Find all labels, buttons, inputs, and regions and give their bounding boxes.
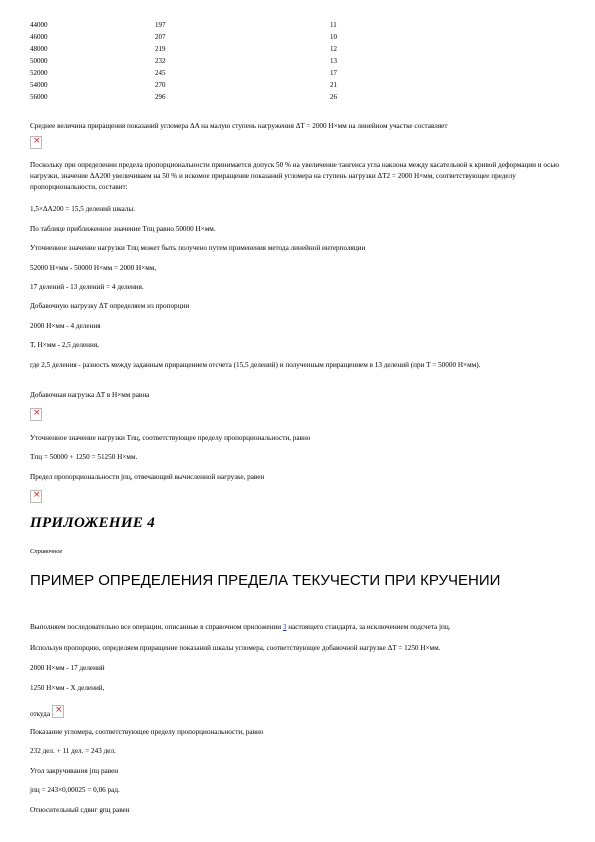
appendix-title: ПРИМЕР ОПРЕДЕЛЕНИЯ ПРЕДЕЛА ТЕКУЧЕСТИ ПРИ КРУЧЕНИИ [30,572,501,589]
table-row [30,31,390,43]
table-cell: 17 [330,69,337,77]
formula-image-icon [52,705,64,718]
table-row [30,55,390,67]
table-cell: 270 [155,81,166,89]
table-cell: 13 [330,57,337,65]
appendix-proportion-1: 2000 Н×мм - 17 делений [30,664,105,672]
appendix-paragraph-2: Используя пропорцию, определяем приращение показаний шкалы угломера, соответствующее добавочной нагрузке ΔT = 1250 Н×мм. [30,644,441,652]
appendix-paragraph-1 [30,622,570,633]
table-cell: 52000 [30,69,48,77]
paragraph-refined-result: Уточненное значение нагрузки Tпц, соответствующее пределу пропорциональности, равно [30,434,311,442]
appendix-proportion-2: 1250 Н×мм - X делений, [30,684,105,692]
paragraph-table-approx: По таблице приближенное значение Tпц равно 50000 Н×мм. [30,225,216,233]
formula-image-icon [30,490,42,503]
table-cell: 296 [155,93,166,101]
table-cell: 56000 [30,93,48,101]
appendix-3-link[interactable]: 3 [282,623,287,631]
appendix-paragraph-9: jпц = 243×0,00025 = 0,06 рад. [30,786,120,794]
table-cell: 11 [330,21,337,29]
table-cell: 245 [155,69,166,77]
calc-line-2: 17 делений - 13 делений = 4 деления. [30,283,144,291]
table-cell: 207 [155,33,166,41]
table-cell: 197 [155,21,166,29]
appendix-paragraph-8: Угол закручивания jпц равен [30,767,119,775]
paragraph-add-load: Добавочную нагрузку ΔT определяем из пропорции [30,302,190,310]
table-cell: 12 [330,45,337,53]
table-cell: 219 [155,45,166,53]
table-cell: 50000 [30,57,48,65]
paragraph-since-definition: Поскольку при определении предела пропорциональности принимается допуск 50 % на увеличение тангенса угла наклона между касательной к кривой деформации и осью нагрузки, значение ΔA200 увеличиваем на 50 % и искомое приращение показаний угломера на ступень нагрузки ΔT2 = 2000 Н×мм, соответствующее пределу пропорциональности, составит: [30,161,560,191]
table-row [30,19,390,31]
appendix-p1-before: Выполняем последовательно все операции, описанные в справочном приложении [30,623,283,631]
paragraph-add-load-eq: Добавочная нагрузка ΔT в Н×мм равна [30,391,150,399]
table-row [30,79,390,91]
paragraph-avg-increment: Среднее величина приращения показаний угломера ΔA на малую ступень нагружения ΔT = 2000 Н×мм на линейном участке составляет [30,122,448,130]
table-cell: 44000 [30,21,48,29]
table-body [30,19,390,103]
appendix-note: Справочное [30,548,63,555]
appendix-heading: ПРИЛОЖЕНИЕ 4 [30,515,156,531]
table-row [30,43,390,55]
table-cell: 26 [330,93,337,101]
proportion-line-2: T, Н×мм - 2,5 деления, [30,341,99,349]
paragraph-limit: Предел пропорциональности jпц, отвечающий вычисленной нагрузке, равен [30,473,265,481]
appendix-paragraph-10: Относительный сдвиг gпц равен [30,806,130,814]
paragraph-refined-value: Уточненное значение нагрузки Tпц может быть получено путем применения метода линейной интерполяции [30,244,366,252]
table-cell: 232 [155,57,166,65]
appendix-whence [30,703,570,720]
formula-image-icon [30,136,42,149]
table-row [30,67,390,79]
table-cell: 21 [330,81,337,89]
table-row [30,91,390,103]
appendix-p1-after: настоящего стандарта, за исключением подсчета jпц. [286,623,451,631]
table-cell: 46000 [30,33,48,41]
table-cell: 48000 [30,45,48,53]
table-cell: 10 [330,33,337,41]
formula-1: 1,5×ΔA200 = 15,5 делений шкалы. [30,205,135,213]
calc-line-1: 52000 Н×мм - 50000 Н×мм = 2000 Н×мм, [30,264,157,272]
tpc-equation: Tпц = 50000 + 1250 = 51250 Н×мм. [30,453,138,461]
paragraph-where: где 2,5 деления - разность между заданным приращением отсчета (15,5 делений) и полученным приращением в 13 делений (при T = 50000 Н×мм). [30,361,481,369]
load-reading-table [30,19,390,103]
appendix-paragraph-7: 232 дел. + 11 дел. = 243 дел. [30,747,116,755]
appendix-paragraph-6: Показание угломера, соответствующее пределу пропорциональности, равно [30,728,264,736]
appendix-whence-label: откуда [30,710,51,718]
formula-image-icon [30,408,42,421]
proportion-line-1: 2000 Н×мм - 4 деления [30,322,101,330]
table-cell: 54000 [30,81,48,89]
